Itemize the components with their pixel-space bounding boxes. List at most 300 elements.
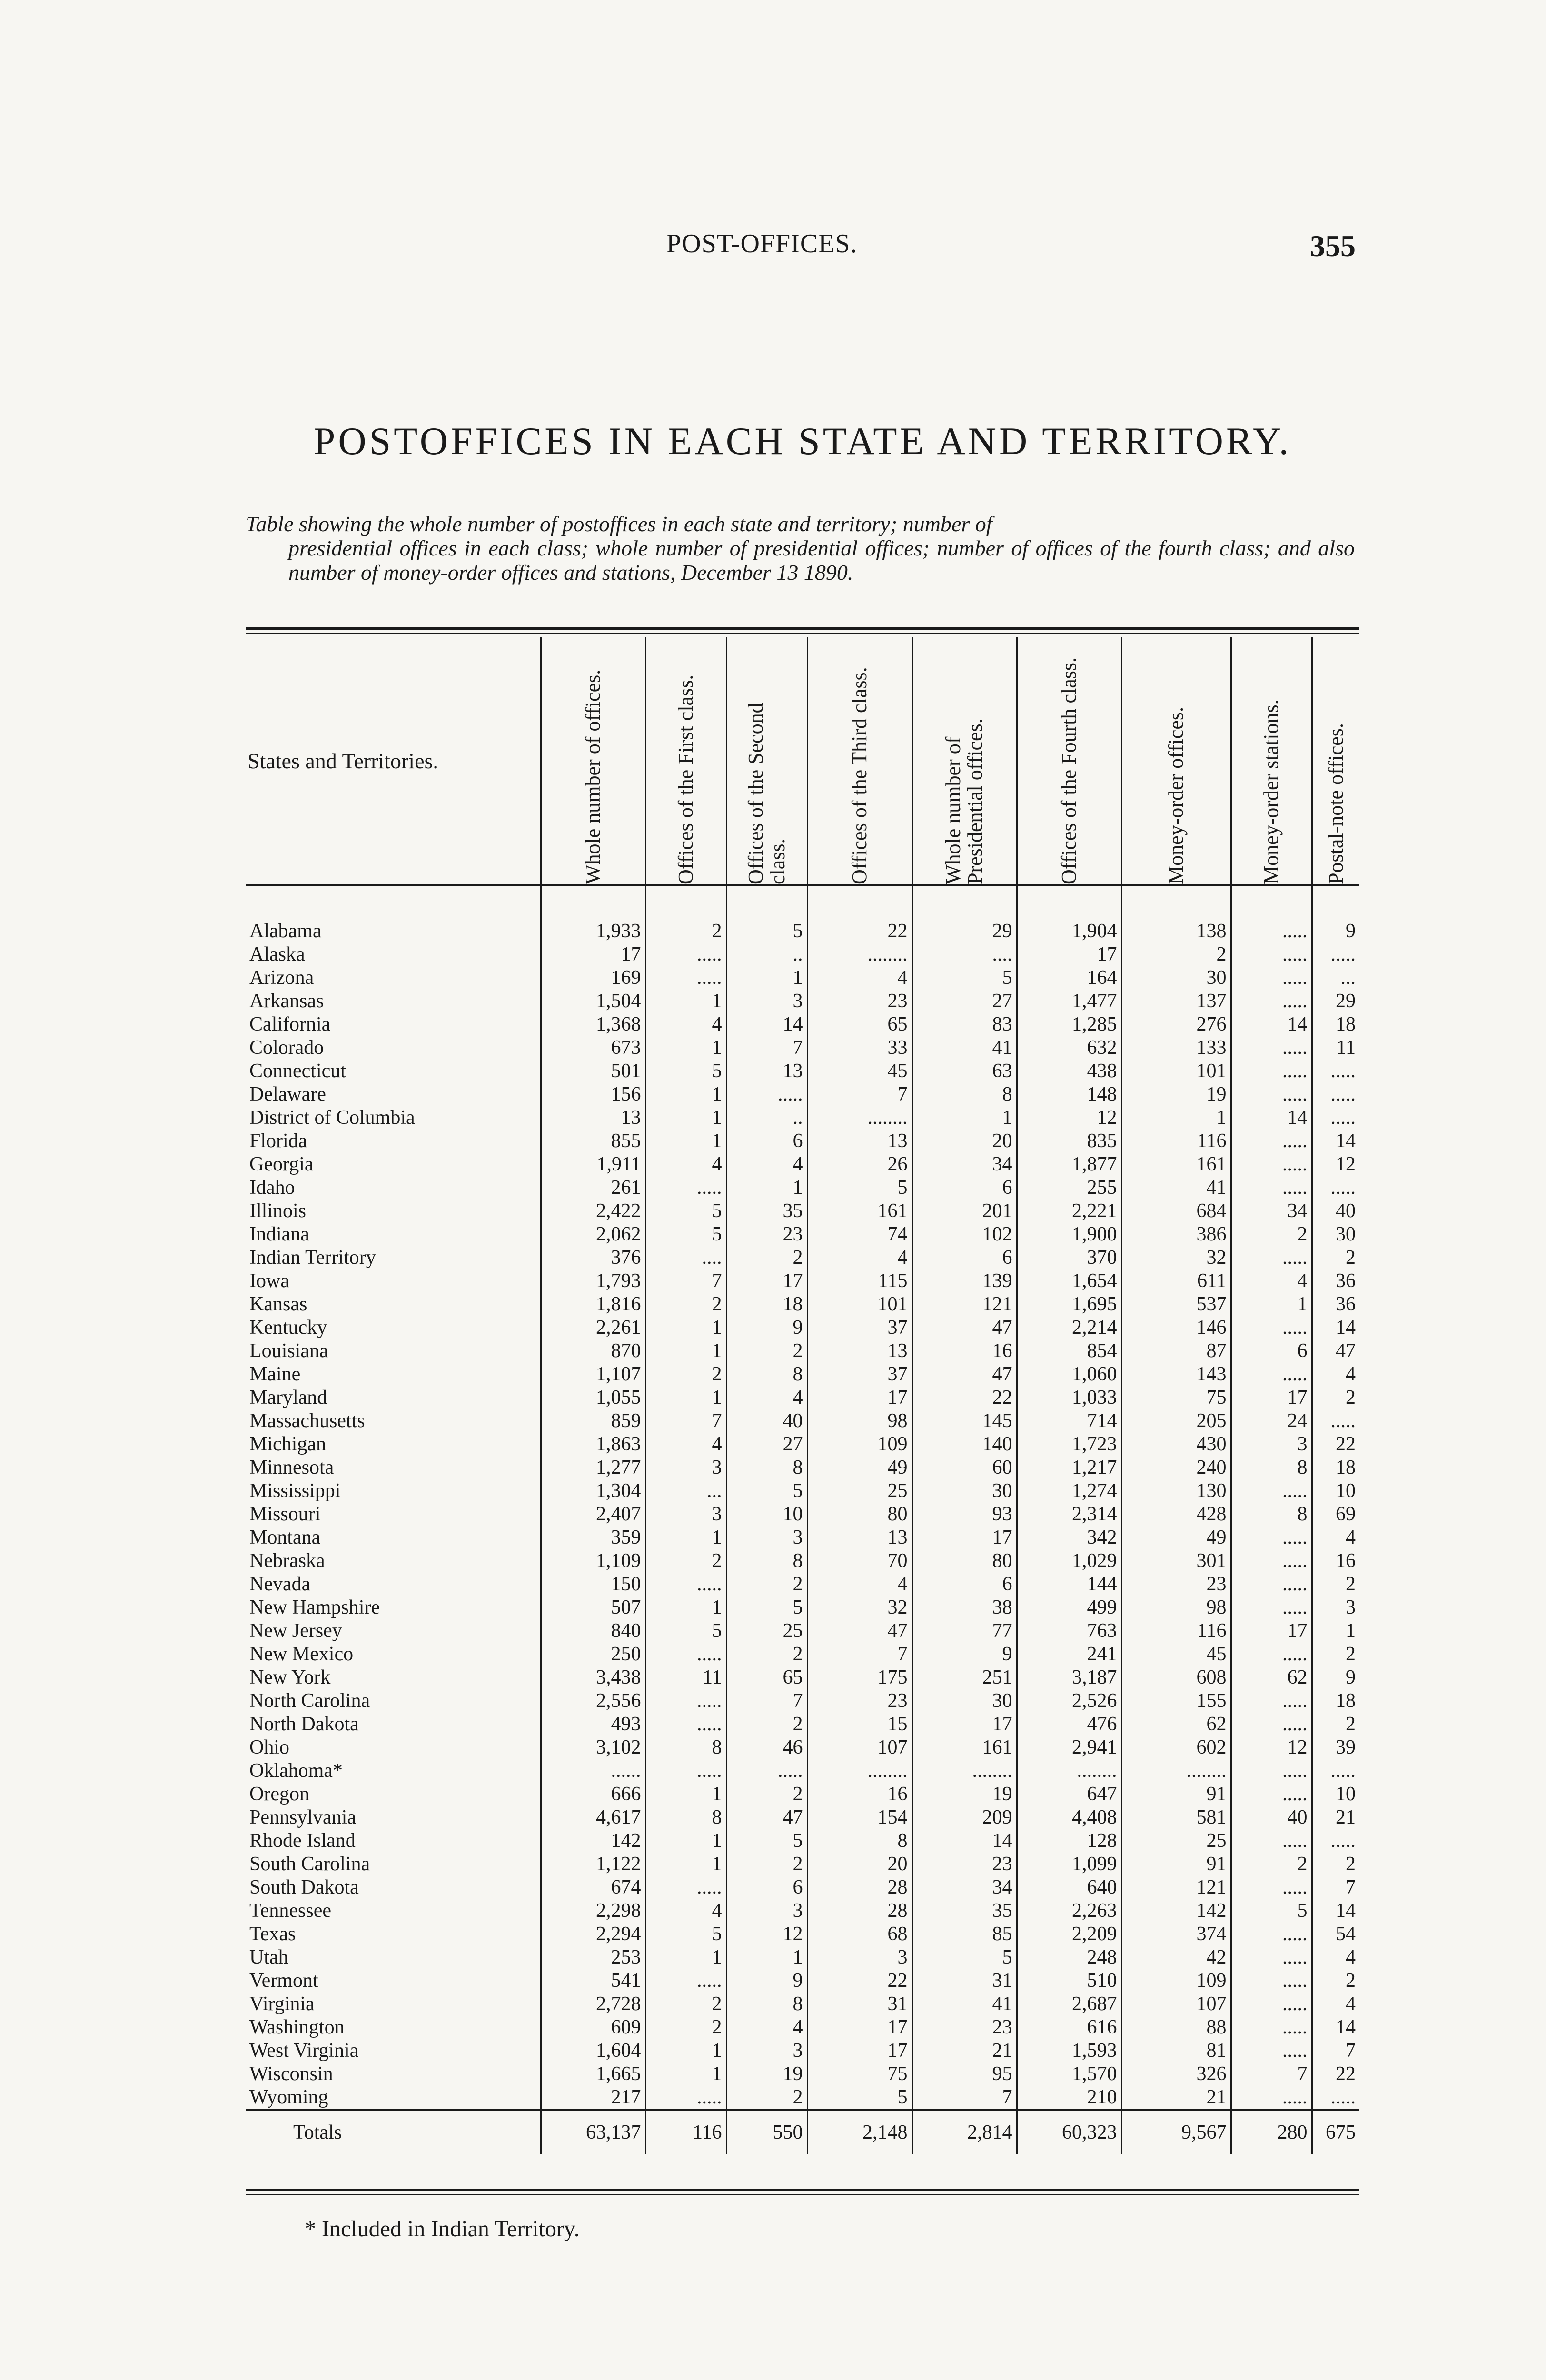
totals-money-order-stations: 280 [1231, 2110, 1312, 2154]
whole-number-cell: 2,407 [541, 1503, 645, 1526]
postal-note-cell: 36 [1312, 1269, 1359, 1293]
presidential-cell: 145 [912, 1409, 1017, 1433]
first-class-cell: 1 [645, 990, 726, 1013]
presidential-cell: 30 [912, 1479, 1017, 1503]
money-order-stations-cell: ..... [1231, 1759, 1312, 1783]
second-class-cell: 2 [726, 1339, 807, 1363]
whole-number-cell: 4,617 [541, 1806, 645, 1829]
second-class-cell: 4 [726, 1386, 807, 1409]
money-order-stations-cell: 34 [1231, 1200, 1312, 1223]
presidential-cell: 17 [912, 1526, 1017, 1549]
whole-number-cell: 3,102 [541, 1736, 645, 1759]
state-name-cell: Montana [249, 1527, 321, 1548]
money-order-offices-cell: 25 [1121, 1829, 1231, 1853]
presidential-cell: 17 [912, 1713, 1017, 1736]
money-order-offices-cell: 240 [1121, 1456, 1231, 1479]
presidential-cell: 93 [912, 1503, 1017, 1526]
money-order-offices-cell: 32 [1121, 1246, 1231, 1269]
money-order-offices-cell: 101 [1121, 1060, 1231, 1083]
postal-note-cell: 2 [1312, 1853, 1359, 1876]
fourth-class-cell: 144 [1017, 1573, 1121, 1596]
third-class-cell: 98 [807, 1409, 912, 1433]
first-class-cell: 1 [645, 1596, 726, 1619]
money-order-offices-cell: ........ [1121, 1759, 1231, 1783]
table-row [246, 1153, 1359, 1176]
money-order-offices-cell: 19 [1121, 1083, 1231, 1106]
money-order-offices-cell: 581 [1121, 1806, 1231, 1829]
money-order-offices-cell: 49 [1121, 1526, 1231, 1549]
state-name-cell: Oklahoma* [249, 1760, 343, 1782]
postal-note-cell: 14 [1312, 1130, 1359, 1153]
whole-number-cell: 359 [541, 1526, 645, 1549]
header-fourth-class [1017, 637, 1121, 885]
money-order-offices-cell: 276 [1121, 1013, 1231, 1036]
money-order-offices-cell: 537 [1121, 1293, 1231, 1316]
money-order-stations-cell: 6 [1231, 1339, 1312, 1363]
spacer-cell [246, 885, 541, 920]
fourth-class-cell: 241 [1017, 1643, 1121, 1666]
presidential-cell: 41 [912, 1036, 1017, 1060]
second-class-cell: .. [726, 943, 807, 966]
third-class-cell: 32 [807, 1596, 912, 1619]
spacer-cell [541, 885, 645, 920]
table-row [246, 2039, 1359, 2063]
table-row [246, 1130, 1359, 1153]
header-third-class-label: Offices of the Third class. [848, 667, 871, 884]
state-name-cell: North Dakota [249, 1713, 359, 1735]
money-order-offices-cell: 146 [1121, 1316, 1231, 1339]
state-name-cell: Iowa [249, 1270, 289, 1292]
presidential-cell: 30 [912, 1689, 1017, 1713]
money-order-stations-cell: ..... [1231, 1969, 1312, 1993]
table-row [246, 1433, 1359, 1456]
third-class-cell: ........ [807, 1106, 912, 1130]
second-class-cell: 1 [726, 1946, 807, 1969]
presidential-cell: 27 [912, 990, 1017, 1013]
whole-number-cell: 217 [541, 2086, 645, 2110]
totals-third-class: 2,148 [807, 2110, 912, 2154]
presidential-cell: .... [912, 943, 1017, 966]
money-order-offices-cell: 684 [1121, 1200, 1231, 1223]
postal-note-cell: 4 [1312, 1526, 1359, 1549]
money-order-offices-cell: 107 [1121, 1993, 1231, 2016]
third-class-cell: 13 [807, 1339, 912, 1363]
second-class-cell: 5 [726, 1829, 807, 1853]
third-class-cell: 8 [807, 1829, 912, 1853]
money-order-stations-cell: ..... [1231, 1246, 1312, 1269]
money-order-offices-cell: 121 [1121, 1876, 1231, 1899]
table-row [246, 1853, 1359, 1876]
first-class-cell: 1 [645, 1316, 726, 1339]
money-order-offices-cell: 138 [1121, 920, 1231, 943]
second-class-cell: 46 [726, 1736, 807, 1759]
table-row [246, 990, 1359, 1013]
money-order-offices-cell: 62 [1121, 1713, 1231, 1736]
fourth-class-cell: 148 [1017, 1083, 1121, 1106]
whole-number-cell: 855 [541, 1130, 645, 1153]
presidential-cell: 60 [912, 1456, 1017, 1479]
first-class-cell: 1 [645, 1339, 726, 1363]
header-money-order-stations [1231, 637, 1312, 885]
money-order-offices-cell: 430 [1121, 1433, 1231, 1456]
fourth-class-cell: 835 [1017, 1130, 1121, 1153]
postal-note-cell: 16 [1312, 1549, 1359, 1573]
table-row [246, 1689, 1359, 1713]
presidential-cell: 8 [912, 1083, 1017, 1106]
first-class-cell: 4 [645, 1899, 726, 1923]
third-class-cell: 45 [807, 1060, 912, 1083]
whole-number-cell: 1,933 [541, 920, 645, 943]
presidential-cell: 80 [912, 1549, 1017, 1573]
table-row [246, 1993, 1359, 2016]
money-order-stations-cell: ..... [1231, 1993, 1312, 2016]
second-class-cell: 12 [726, 1923, 807, 1946]
fourth-class-cell: 17 [1017, 943, 1121, 966]
postal-note-cell: ..... [1312, 1409, 1359, 1433]
state-name-cell: Massachusetts [249, 1410, 365, 1432]
whole-number-cell: 2,728 [541, 1993, 645, 2016]
state-name-cell: Indiana [249, 1223, 309, 1245]
whole-number-cell: 870 [541, 1339, 645, 1363]
header-first-class [645, 637, 726, 885]
second-class-cell: 4 [726, 2016, 807, 2039]
third-class-cell: 7 [807, 1643, 912, 1666]
whole-number-cell: 2,556 [541, 1689, 645, 1713]
first-class-cell: ..... [645, 1573, 726, 1596]
first-class-cell: 5 [645, 1223, 726, 1246]
state-name-cell: Idaho [249, 1177, 295, 1199]
fourth-class-cell: 1,285 [1017, 1013, 1121, 1036]
table-row [246, 1339, 1359, 1363]
whole-number-cell: 666 [541, 1783, 645, 1806]
table-row [246, 1876, 1359, 1899]
table-row [246, 943, 1359, 966]
postal-note-cell: 2 [1312, 1573, 1359, 1596]
money-order-offices-cell: 326 [1121, 2063, 1231, 2086]
postal-note-cell: 36 [1312, 1293, 1359, 1316]
table-row [246, 1713, 1359, 1736]
state-name-cell: Mississippi [249, 1480, 341, 1502]
fourth-class-cell: 2,941 [1017, 1736, 1121, 1759]
money-order-stations-cell: ..... [1231, 1316, 1312, 1339]
first-class-cell: 1 [645, 1036, 726, 1060]
header-states: States and Territories. [246, 637, 541, 885]
second-class-cell: 40 [726, 1409, 807, 1433]
second-class-cell: 10 [726, 1503, 807, 1526]
postal-note-cell: 4 [1312, 1363, 1359, 1386]
table-row [246, 1363, 1359, 1386]
money-order-offices-cell: 21 [1121, 2086, 1231, 2110]
postal-note-cell: 30 [1312, 1223, 1359, 1246]
second-class-cell: 2 [726, 2086, 807, 2110]
money-order-stations-cell: ..... [1231, 2039, 1312, 2063]
fourth-class-cell: 1,029 [1017, 1549, 1121, 1573]
money-order-offices-cell: 109 [1121, 1969, 1231, 1993]
presidential-cell: 38 [912, 1596, 1017, 1619]
table-row [246, 1619, 1359, 1643]
spacer-cell [1312, 885, 1359, 920]
fourth-class-cell: 128 [1017, 1829, 1121, 1853]
first-class-cell: 1 [645, 1106, 726, 1130]
first-class-cell: 1 [645, 2039, 726, 2063]
money-order-offices-cell: 75 [1121, 1386, 1231, 1409]
whole-number-cell: 376 [541, 1246, 645, 1269]
third-class-cell: 70 [807, 1549, 912, 1573]
money-order-stations-cell: 17 [1231, 1619, 1312, 1643]
first-class-cell: ..... [645, 966, 726, 990]
money-order-offices-cell: 602 [1121, 1736, 1231, 1759]
fourth-class-cell: 2,214 [1017, 1316, 1121, 1339]
first-class-cell: 1 [645, 1526, 726, 1549]
postal-note-cell: 10 [1312, 1479, 1359, 1503]
totals-fourth-class: 60,323 [1017, 2110, 1121, 2154]
state-name-cell: Utah [249, 1946, 288, 1968]
fourth-class-cell: 714 [1017, 1409, 1121, 1433]
postal-note-cell: 7 [1312, 1876, 1359, 1899]
header-money-order-stations-label: Money-order stations. [1259, 699, 1283, 884]
fourth-class-cell: 2,687 [1017, 1993, 1121, 2016]
third-class-cell: 109 [807, 1433, 912, 1456]
fourth-class-cell: 476 [1017, 1713, 1121, 1736]
second-class-cell: 2 [726, 1783, 807, 1806]
money-order-stations-cell: ..... [1231, 1689, 1312, 1713]
postal-note-cell: ..... [1312, 1060, 1359, 1083]
third-class-cell: 5 [807, 1176, 912, 1200]
second-class-cell: ..... [726, 1759, 807, 1783]
whole-number-cell: 1,911 [541, 1153, 645, 1176]
third-class-cell: 74 [807, 1223, 912, 1246]
whole-number-cell: 142 [541, 1829, 645, 1853]
table-row [246, 1666, 1359, 1689]
bottom-double-rule-thin [246, 2194, 1359, 2195]
first-class-cell: 2 [645, 2016, 726, 2039]
money-order-offices-cell: 155 [1121, 1689, 1231, 1713]
third-class-cell: 65 [807, 1013, 912, 1036]
table-body [246, 885, 1359, 2110]
postal-note-cell: 18 [1312, 1689, 1359, 1713]
second-class-cell: 1 [726, 1176, 807, 1200]
table-row [246, 1246, 1359, 1269]
table-row [246, 1549, 1359, 1573]
state-name-cell: New Mexico [249, 1643, 354, 1665]
presidential-cell: 6 [912, 1176, 1017, 1200]
presidential-cell: 1 [912, 1106, 1017, 1130]
table-row [246, 1269, 1359, 1293]
whole-number-cell: 609 [541, 2016, 645, 2039]
presidential-cell: 16 [912, 1339, 1017, 1363]
presidential-cell: ........ [912, 1759, 1017, 1783]
first-class-cell: 4 [645, 1433, 726, 1456]
second-class-cell: 7 [726, 1036, 807, 1060]
money-order-offices-cell: 205 [1121, 1409, 1231, 1433]
first-class-cell: .... [645, 1246, 726, 1269]
postal-note-cell: 18 [1312, 1013, 1359, 1036]
header-second-class-label: Offices of the Second class. [744, 703, 789, 884]
postal-note-cell: ... [1312, 966, 1359, 990]
state-name-cell: Georgia [249, 1153, 314, 1175]
fourth-class-cell: 370 [1017, 1246, 1121, 1269]
whole-number-cell: 1,109 [541, 1549, 645, 1573]
postal-note-cell: ..... [1312, 1176, 1359, 1200]
table-row [246, 1969, 1359, 1993]
state-name-cell: Florida [249, 1130, 307, 1152]
presidential-cell: 95 [912, 2063, 1017, 2086]
postal-note-cell: ..... [1312, 943, 1359, 966]
fourth-class-cell: 2,263 [1017, 1899, 1121, 1923]
postal-note-cell: 12 [1312, 1153, 1359, 1176]
presidential-cell: 77 [912, 1619, 1017, 1643]
first-class-cell: ..... [645, 943, 726, 966]
first-class-cell: 7 [645, 1409, 726, 1433]
state-name-cell: Pennsylvania [249, 1806, 356, 1828]
third-class-cell: 107 [807, 1736, 912, 1759]
money-order-stations-cell: ..... [1231, 1036, 1312, 1060]
fourth-class-cell: 2,221 [1017, 1200, 1121, 1223]
money-order-stations-cell: 4 [1231, 1269, 1312, 1293]
whole-number-cell: 2,294 [541, 1923, 645, 1946]
header-postal-note-label: Postal-note offices. [1324, 723, 1348, 884]
state-name-cell: Colorado [249, 1037, 324, 1059]
first-class-cell: ..... [645, 2086, 726, 2110]
postal-note-cell: 7 [1312, 2039, 1359, 2063]
presidential-cell: 19 [912, 1783, 1017, 1806]
fourth-class-cell: 255 [1017, 1176, 1121, 1200]
second-class-cell: 4 [726, 1153, 807, 1176]
third-class-cell: 4 [807, 966, 912, 990]
whole-number-cell: 1,816 [541, 1293, 645, 1316]
fourth-class-cell: 647 [1017, 1783, 1121, 1806]
third-class-cell: 7 [807, 1083, 912, 1106]
third-class-cell: 154 [807, 1806, 912, 1829]
money-order-stations-cell: ..... [1231, 1130, 1312, 1153]
state-name-cell: Minnesota [249, 1457, 334, 1478]
money-order-offices-cell: 23 [1121, 1573, 1231, 1596]
state-name-cell: Tennessee [249, 1900, 331, 1922]
third-class-cell: 23 [807, 1689, 912, 1713]
postal-note-cell: 22 [1312, 2063, 1359, 2086]
first-class-cell: 5 [645, 1923, 726, 1946]
table-row [246, 920, 1359, 943]
state-name-cell: Nevada [249, 1573, 311, 1595]
table-row [246, 1783, 1359, 1806]
fourth-class-cell: 1,099 [1017, 1853, 1121, 1876]
postal-note-cell: ..... [1312, 1083, 1359, 1106]
first-class-cell: 7 [645, 1269, 726, 1293]
whole-number-cell: 1,665 [541, 2063, 645, 2086]
third-class-cell: 22 [807, 1969, 912, 1993]
whole-number-cell: 1,122 [541, 1853, 645, 1876]
money-order-stations-cell: ..... [1231, 1923, 1312, 1946]
table-row [246, 1176, 1359, 1200]
header-whole-number [541, 637, 645, 885]
presidential-cell: 47 [912, 1316, 1017, 1339]
table-row [246, 1573, 1359, 1596]
money-order-stations-cell: ..... [1231, 1596, 1312, 1619]
whole-number-cell: 1,304 [541, 1479, 645, 1503]
fourth-class-cell: 616 [1017, 2016, 1121, 2039]
postal-note-cell: ..... [1312, 2086, 1359, 2110]
second-class-cell: 47 [726, 1806, 807, 1829]
presidential-cell: 83 [912, 1013, 1017, 1036]
money-order-offices-cell: 428 [1121, 1503, 1231, 1526]
money-order-stations-cell: ..... [1231, 2086, 1312, 2110]
first-class-cell: ..... [645, 1876, 726, 1899]
fourth-class-cell: ........ [1017, 1759, 1121, 1783]
state-name-cell: Kansas [249, 1293, 307, 1315]
money-order-offices-cell: 30 [1121, 966, 1231, 990]
header-money-order-offices-label: Money-order offices. [1164, 706, 1188, 884]
presidential-cell: 35 [912, 1899, 1017, 1923]
whole-number-cell: 156 [541, 1083, 645, 1106]
state-name-cell: Texas [249, 1923, 296, 1945]
totals-presidential: 2,814 [912, 2110, 1017, 2154]
first-class-cell: 2 [645, 1993, 726, 2016]
presidential-cell: 23 [912, 2016, 1017, 2039]
header-presidential [912, 637, 1017, 885]
fourth-class-cell: 12 [1017, 1106, 1121, 1130]
table-row [246, 1223, 1359, 1246]
money-order-stations-cell: ..... [1231, 2016, 1312, 2039]
money-order-stations-cell: 3 [1231, 1433, 1312, 1456]
fourth-class-cell: 248 [1017, 1946, 1121, 1969]
presidential-cell: 63 [912, 1060, 1017, 1083]
fourth-class-cell: 1,217 [1017, 1456, 1121, 1479]
money-order-stations-cell: ..... [1231, 1153, 1312, 1176]
second-class-cell: 35 [726, 1200, 807, 1223]
money-order-stations-cell: ..... [1231, 966, 1312, 990]
state-name-cell: West Virginia [249, 2040, 359, 2062]
state-name-cell: Arizona [249, 967, 314, 989]
first-class-cell: ..... [645, 1643, 726, 1666]
spacer-cell [1231, 885, 1312, 920]
table-row [246, 1736, 1359, 1759]
first-class-cell: 3 [645, 1456, 726, 1479]
fourth-class-cell: 632 [1017, 1036, 1121, 1060]
third-class-cell: 28 [807, 1876, 912, 1899]
fourth-class-cell: 1,904 [1017, 920, 1121, 943]
whole-number-cell: 2,261 [541, 1316, 645, 1339]
money-order-offices-cell: 116 [1121, 1619, 1231, 1643]
second-class-cell: 2 [726, 1853, 807, 1876]
second-class-cell: 9 [726, 1316, 807, 1339]
fourth-class-cell: 640 [1017, 1876, 1121, 1899]
header-row [246, 637, 1359, 885]
header-first-class-label: Offices of the First class. [674, 674, 697, 884]
money-order-stations-cell: 17 [1231, 1386, 1312, 1409]
state-name-cell: South Dakota [249, 1876, 359, 1898]
presidential-cell: 140 [912, 1433, 1017, 1456]
presidential-cell: 31 [912, 1969, 1017, 1993]
presidential-cell: 5 [912, 966, 1017, 990]
presidential-cell: 22 [912, 1386, 1017, 1409]
first-class-cell: 5 [645, 1060, 726, 1083]
table-row [246, 1083, 1359, 1106]
money-order-stations-cell: 62 [1231, 1666, 1312, 1689]
money-order-offices-cell: 87 [1121, 1339, 1231, 1363]
state-name-cell: Michigan [249, 1433, 326, 1455]
running-title: POST-OFFICES. [666, 229, 858, 258]
fourth-class-cell: 1,060 [1017, 1363, 1121, 1386]
presidential-cell: 14 [912, 1829, 1017, 1853]
postal-note-cell: 3 [1312, 1596, 1359, 1619]
whole-number-cell: 17 [541, 943, 645, 966]
whole-number-cell: 261 [541, 1176, 645, 1200]
fourth-class-cell: 1,695 [1017, 1293, 1121, 1316]
header-fourth-class-label: Offices of the Fourth class. [1057, 657, 1080, 884]
table-row [246, 966, 1359, 990]
state-name-cell: South Carolina [249, 1853, 370, 1875]
presidential-cell: 85 [912, 1923, 1017, 1946]
